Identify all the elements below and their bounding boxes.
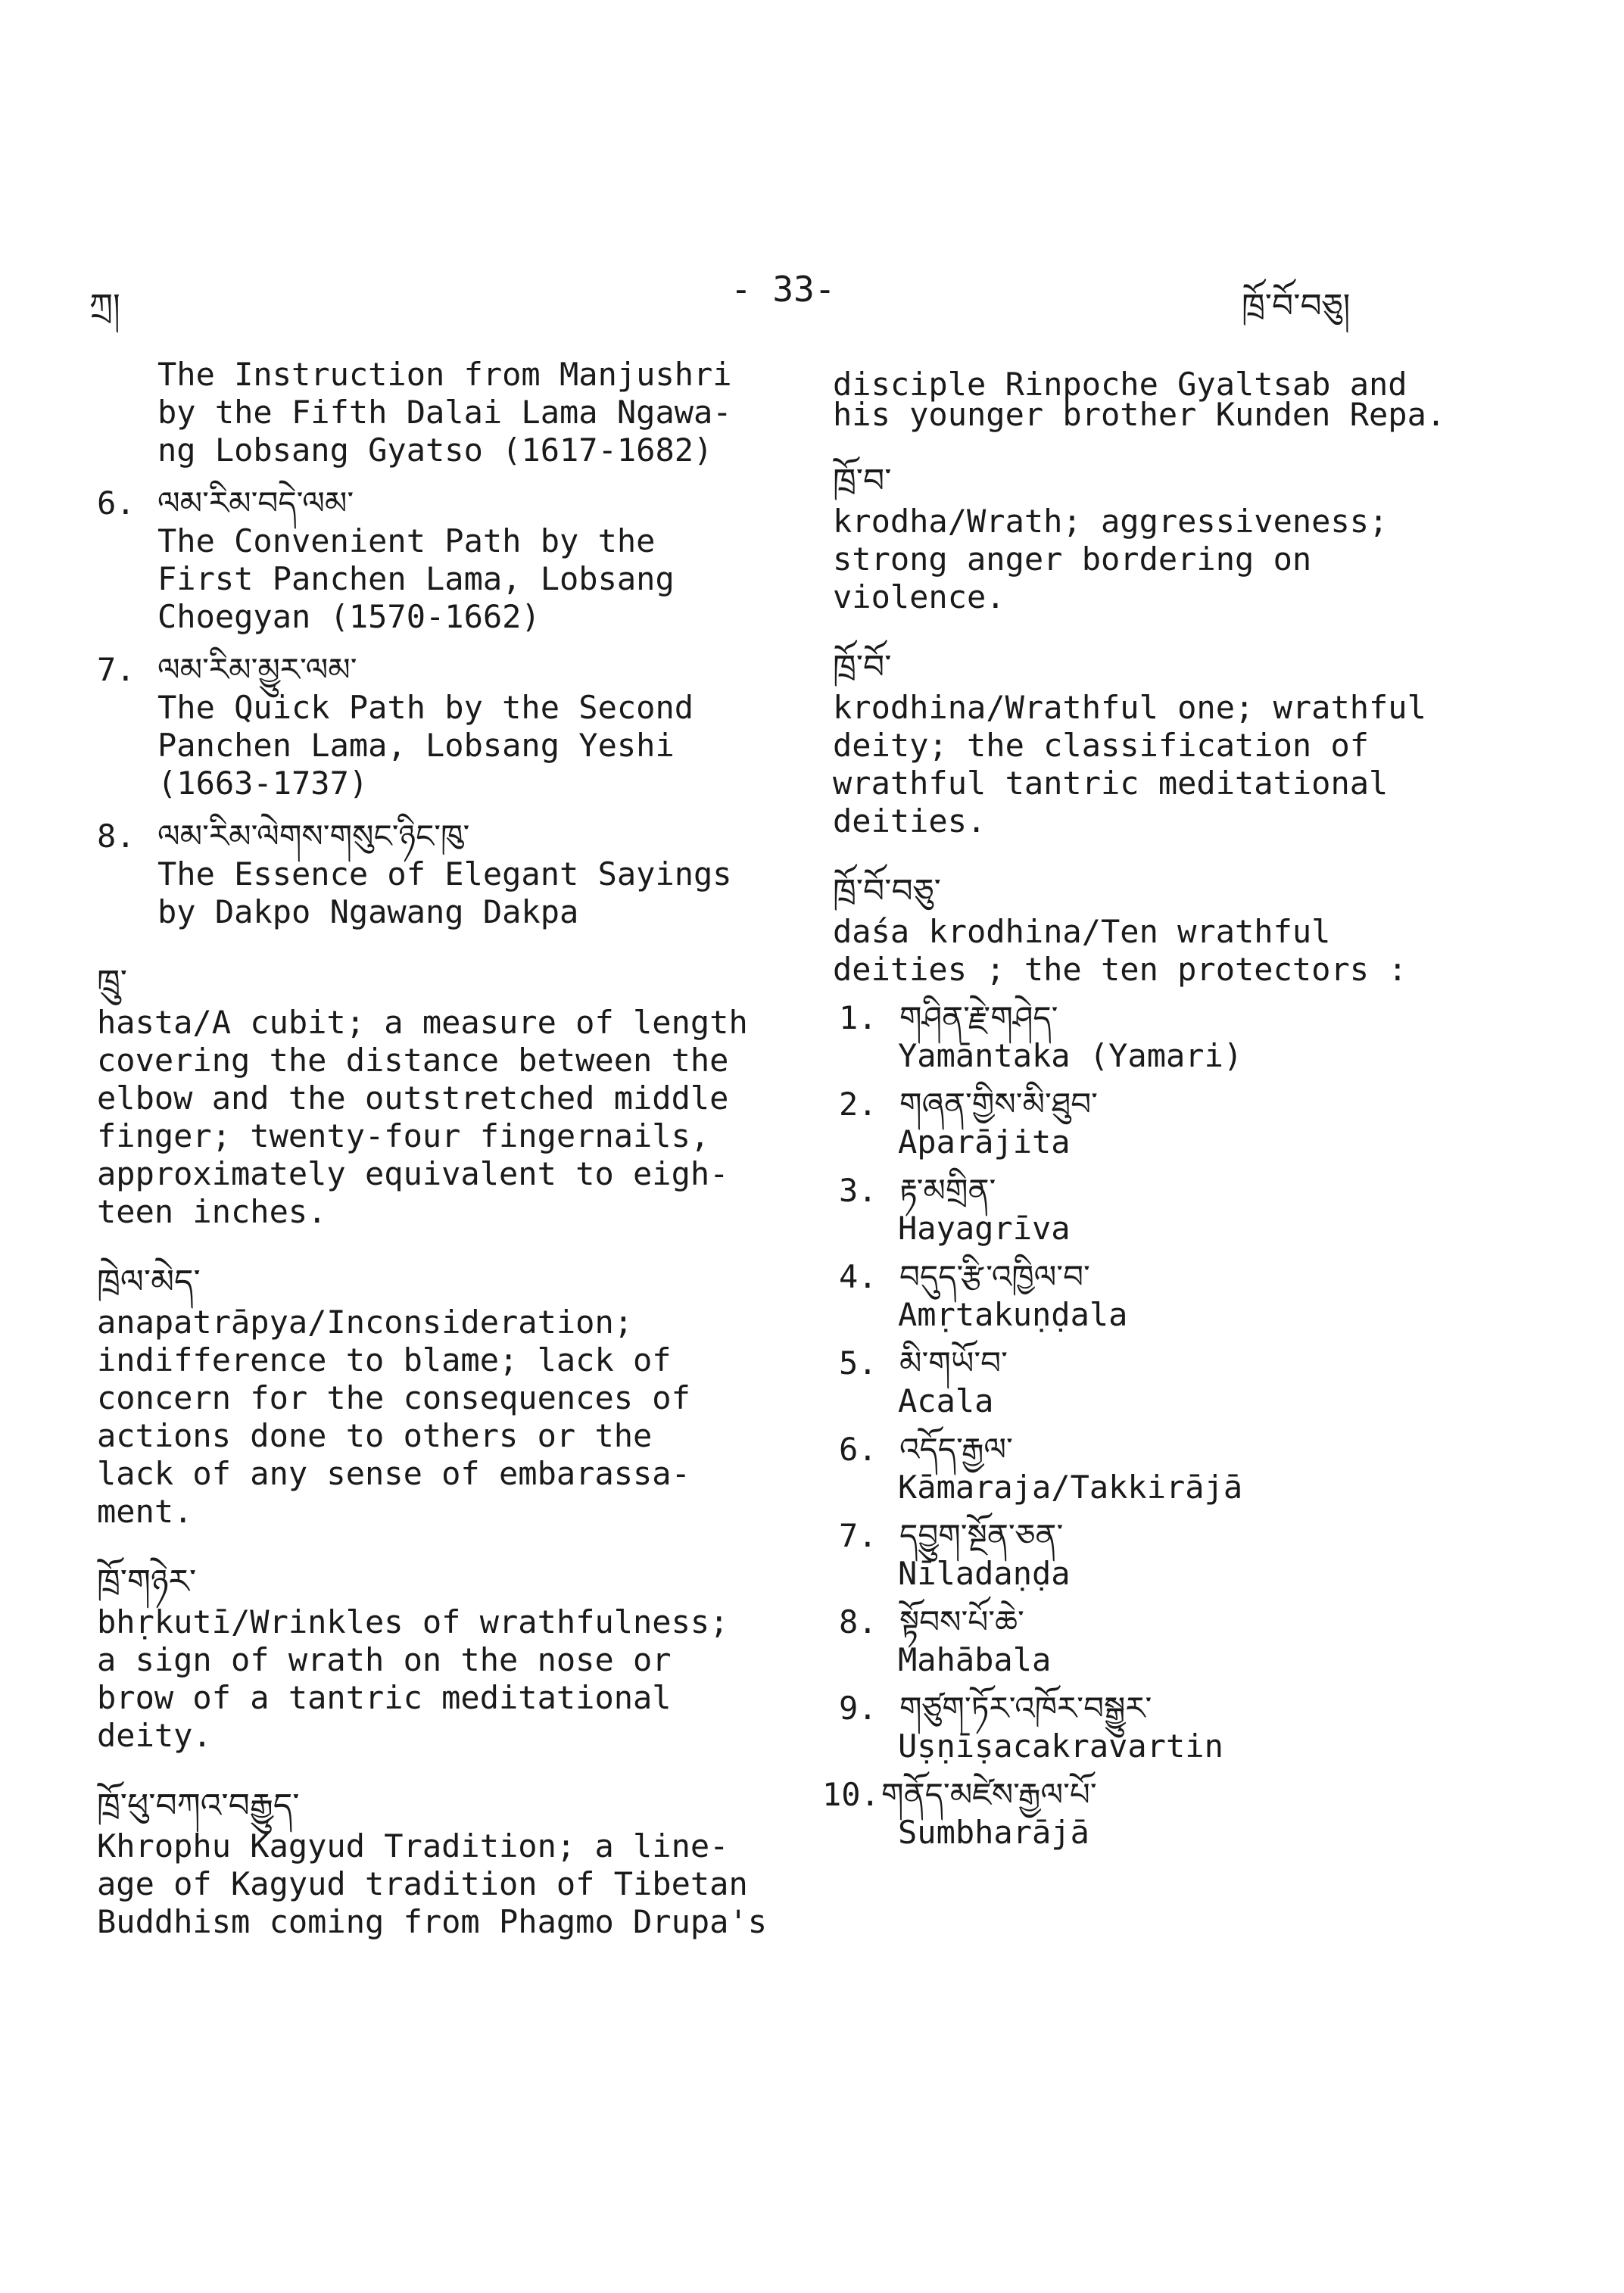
tibetan-name: གཙུག་ཏོར་འཁོར་བསྒྱུར་ — [899, 1690, 1152, 1727]
entry-hasta — [97, 961, 793, 1231]
text-line: by Dakpo Ngawang Dakpa — [157, 893, 579, 930]
text-line: teen inches. — [97, 1193, 327, 1230]
entry-headword: ཁྲོ་ཕུ་བཀའ་བརྒྱུད་ — [97, 1787, 300, 1825]
sanskrit-name: Mahābala — [898, 1641, 1052, 1678]
entry-headword: ཁྲོ་གཉེར་ — [97, 1562, 197, 1601]
text-line: hasta/A cubit; a measure of length — [97, 1004, 748, 1041]
text-line: brow of a tantric meditational — [97, 1679, 672, 1716]
text-line: anapatrāpya/Inconsideration; — [97, 1304, 634, 1341]
text-line: daśa krodhina/Ten wrathful — [833, 913, 1331, 950]
tibetan-name: བདུད་རྩི་འཁྱིལ་བ་ — [899, 1258, 1090, 1295]
entry-headword: ཁྲོ་བོ་བཅུ་ — [833, 872, 941, 911]
text-line: Panchen Lama, Lobsang Yeshi — [157, 727, 675, 764]
item-number: 2. — [839, 1086, 877, 1123]
item-number: 3. — [839, 1172, 877, 1209]
tibetan-name: འདོད་རྒྱལ་ — [899, 1431, 1013, 1468]
text-line: The Essence of Elegant Sayings — [157, 855, 732, 893]
entry-khrophu — [97, 1785, 793, 1941]
text-line: finger; twenty-four fingernails, — [97, 1117, 710, 1154]
list-item — [822, 1776, 1537, 1852]
entry-krodha — [833, 460, 1537, 616]
list-item — [839, 1344, 1537, 1420]
text-line: strong anger bordering on — [833, 541, 1312, 578]
text-line: deity. — [97, 1717, 212, 1754]
numbered-item-6 — [97, 484, 793, 636]
text-line: ng Lobsang Gyatso (1617-1682) — [157, 431, 713, 469]
list-item — [839, 1517, 1537, 1593]
sanskrit-name: Aparājita — [898, 1123, 1071, 1161]
continuation-block — [833, 366, 1537, 433]
text-line: by the Fifth Dalai Lama Ngawa- — [157, 394, 732, 431]
text-line: wrathful tantric meditational — [833, 765, 1389, 802]
text-line: his younger brother Kunden Repa. — [833, 396, 1446, 433]
text-line: krodha/Wrath; aggressiveness; — [833, 503, 1389, 540]
list-item — [839, 1086, 1537, 1161]
text-line: First Panchen Lama, Lobsang — [157, 560, 675, 597]
item-number: 6. — [839, 1431, 877, 1468]
text-line: The Quick Path by the Second — [157, 689, 694, 726]
text-line: Choegyan (1570-1662) — [157, 598, 541, 635]
text-line: elbow and the outstretched middle — [97, 1080, 729, 1117]
item-number: 8. — [97, 818, 136, 855]
item-number: 7. — [839, 1517, 877, 1554]
list-item — [839, 1172, 1537, 1248]
text-line: deities ; the ten protectors : — [833, 951, 1407, 988]
header-right-tibetan: ཁྲོ་བོ་བཅུ། — [1242, 287, 1351, 326]
tibetan-name: དབྱུག་སྔོན་ཅན་ — [899, 1517, 1064, 1554]
text-line: The Convenient Path by the — [157, 522, 656, 559]
list-item — [839, 1258, 1537, 1334]
text-line: violence. — [833, 578, 1005, 615]
tibetan-name: མི་གཡོ་བ་ — [899, 1344, 1008, 1382]
text-line: krodhina/Wrathful one; wrathful — [833, 689, 1426, 726]
text-line: disciple Rinpoche Gyaltsab and — [833, 366, 1407, 403]
header-left-tibetan: ཀྲ། — [89, 287, 120, 326]
entry-dasa-krodhina — [833, 871, 1537, 989]
sanskrit-name: Sumbharājā — [898, 1814, 1089, 1851]
item-number: 8. — [839, 1603, 877, 1640]
item-number: 4. — [839, 1258, 877, 1295]
text-line: The Instruction from Manjushri — [157, 356, 732, 393]
sanskrit-name: Amṛtakuṇḍala — [898, 1296, 1128, 1333]
tibetan-title: ལམ་རིམ་མྱུར་ལམ་ — [157, 651, 357, 688]
intro-block — [97, 356, 793, 469]
protectors-list — [822, 999, 1537, 1852]
left-column — [97, 356, 793, 1941]
text-line: concern for the consequences of — [97, 1379, 690, 1416]
sanskrit-name: Nīladaṇḍa — [898, 1555, 1071, 1592]
list-item — [839, 999, 1537, 1075]
entry-headword: ཁྲེལ་མེད་ — [97, 1263, 201, 1301]
text-line: Buddhism coming from Phagmo Drupa's — [97, 1903, 768, 1940]
right-column — [822, 356, 1537, 1852]
tibetan-title: ལམ་རིམ་ལེགས་གསུང་ཉིང་ཁུ་ — [157, 818, 470, 855]
sanskrit-name: Acala — [898, 1382, 994, 1419]
entry-headword: ཁྲུ་ — [97, 963, 128, 1002]
tibetan-name: རྟ་མགྲིན་ — [899, 1172, 996, 1209]
numbered-item-8 — [97, 818, 793, 931]
item-number: 7. — [97, 651, 136, 688]
tibetan-name: གཞན་གྱིས་མི་ཐུབ་ — [899, 1086, 1098, 1123]
tibetan-title: ལམ་རིམ་བདེ་ལམ་ — [157, 484, 354, 522]
text-line: lack of any sense of embarassa- — [97, 1455, 690, 1492]
sanskrit-name: Uṣṇīṣacakravartin — [898, 1728, 1223, 1765]
page-number: - 33- — [731, 269, 836, 310]
entry-headword: ཁྲོ་བ་ — [833, 462, 892, 500]
text-line: deity; the classification of — [833, 727, 1370, 764]
sanskrit-name: Kāmaraja/Takkirājā — [898, 1469, 1243, 1506]
entry-anapatrapya — [97, 1261, 793, 1531]
entry-krodhina — [833, 646, 1537, 840]
sanskrit-name: Hayagrīva — [898, 1210, 1071, 1247]
item-number: 9. — [839, 1690, 877, 1727]
tibetan-name: གཤིན་རྗེ་གཤེད་ — [899, 999, 1058, 1036]
item-number: 10. — [822, 1776, 880, 1813]
text-line: a sign of wrath on the nose or — [97, 1641, 672, 1678]
entry-bhrkuti — [97, 1561, 793, 1755]
entry-headword: ཁྲོ་བོ་ — [833, 648, 892, 687]
text-line: actions done to others or the — [97, 1417, 653, 1454]
item-number: 1. — [839, 999, 877, 1036]
text-line: covering the distance between the — [97, 1042, 729, 1079]
tibetan-name: གནོད་མཛེས་རྒྱལ་པོ་ — [881, 1776, 1097, 1813]
text-line: indifference to blame; lack of — [97, 1341, 672, 1379]
sanskrit-name: Yamāntaka (Yamari) — [898, 1037, 1243, 1074]
text-line: approximately equivalent to eigh- — [97, 1155, 729, 1192]
item-number: 6. — [97, 484, 136, 522]
list-item — [839, 1603, 1537, 1679]
tibetan-name: སྟོབས་པོ་ཆེ་ — [899, 1603, 1024, 1640]
text-line: bhṛkutī/Wrinkles of wrathfulness; — [97, 1603, 729, 1640]
item-number: 5. — [839, 1344, 877, 1382]
text-line: deities. — [833, 802, 987, 840]
list-item — [839, 1431, 1537, 1506]
numbered-item-7 — [97, 651, 793, 802]
text-line: ment. — [97, 1493, 193, 1530]
text-line: Khrophu Kagyud Tradition; a line- — [97, 1827, 729, 1865]
list-item — [839, 1690, 1537, 1765]
text-line: (1663-1737) — [157, 765, 369, 802]
text-line: age of Kagyud tradition of Tibetan — [97, 1865, 748, 1902]
